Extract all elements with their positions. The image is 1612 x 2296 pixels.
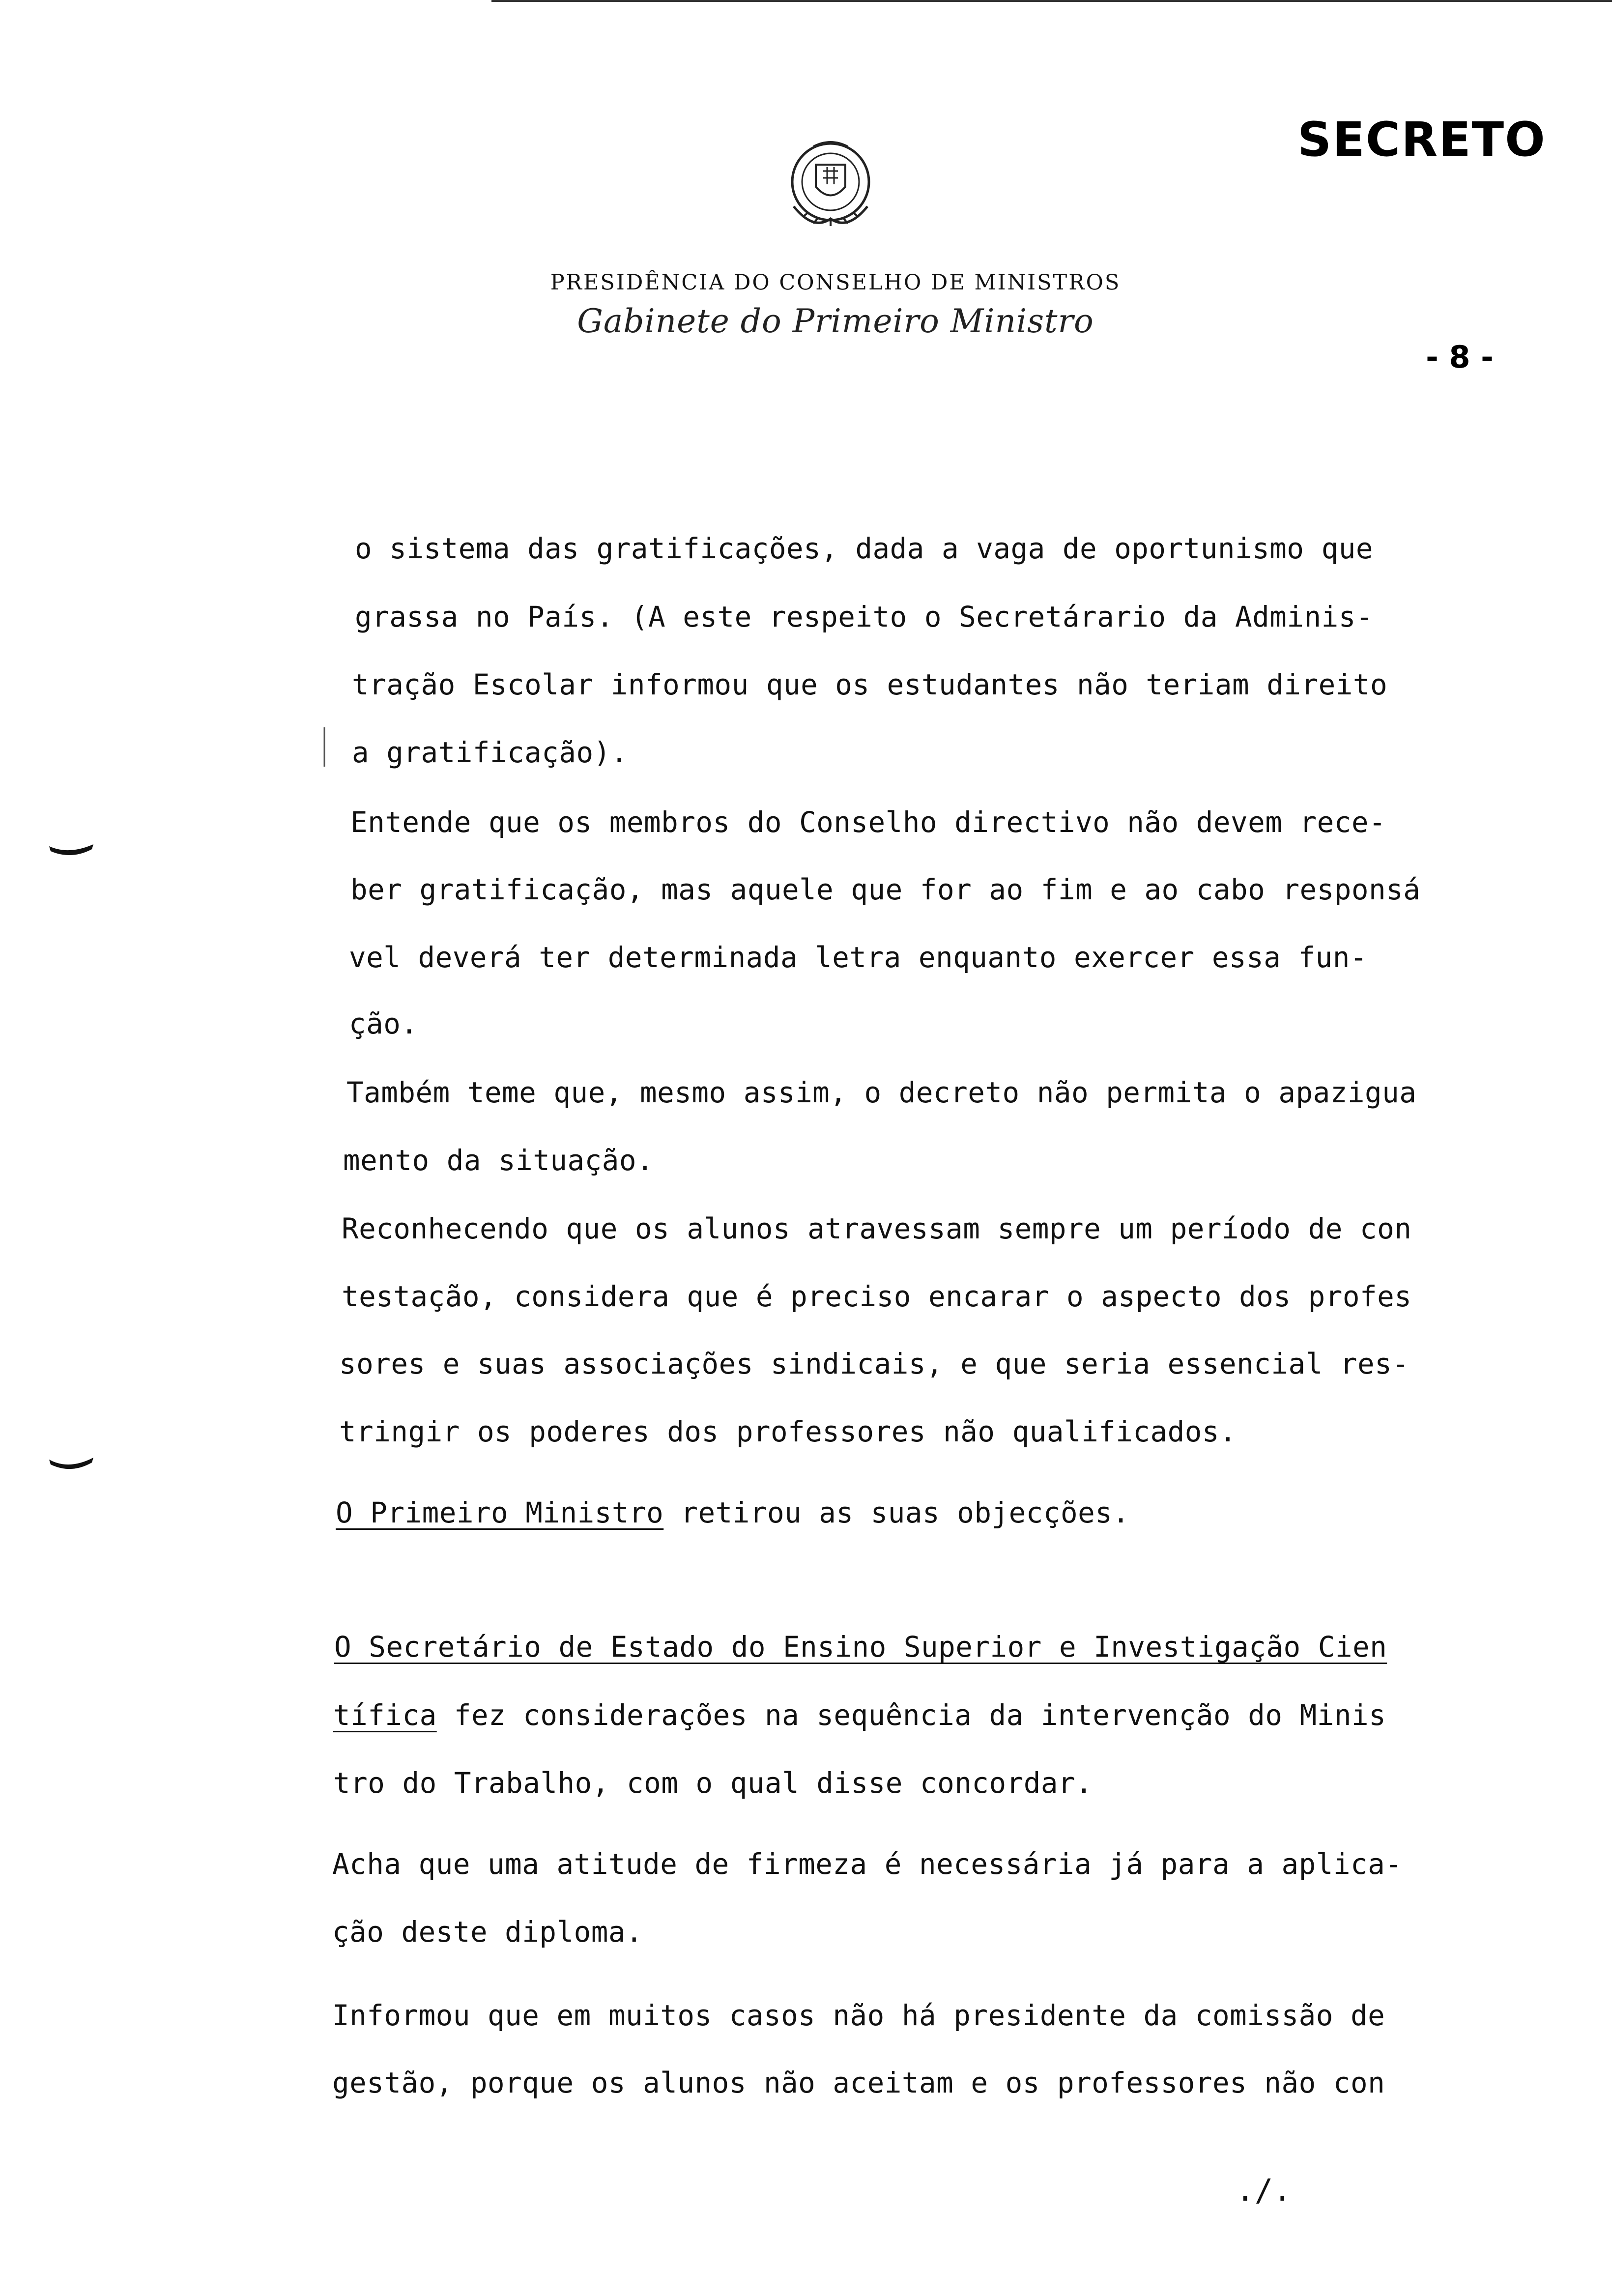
office-signature-line: Gabinete do Primeiro Ministro	[577, 302, 1094, 340]
margin-clip-mark-icon	[47, 840, 96, 860]
scan-top-rule	[491, 0, 1612, 2]
speaker-secretary-of-state: O Secretário de Estado do Ensino Superior e Investigação Cien	[334, 1631, 1387, 1664]
speaker-prime-minister: O Primeiro Ministro	[336, 1496, 664, 1529]
coat-of-arms-emblem	[774, 133, 887, 246]
body-line-05: Entende que os membros do Conselho directivo não devem rece-	[350, 806, 1386, 839]
body-line-04: a gratificação).	[352, 736, 628, 769]
line-17-text: fez considerações na sequência da intervenção do Minis	[436, 1699, 1386, 1732]
body-line-19: Acha que uma atitude de firmeza é necessária já para a aplica-	[332, 1848, 1403, 1881]
body-line-18: tro do Trabalho, com o qual disse concordar.	[333, 1767, 1093, 1800]
body-line-21: Informou que em muitos casos não há presidente da comissão de	[332, 1999, 1385, 2032]
body-line-12: testação, considera que é preciso encarar o aspecto dos profes	[342, 1280, 1412, 1313]
body-line-15	[336, 1496, 1129, 1529]
body-line-20: ção deste diploma.	[332, 1916, 643, 1949]
body-line-09: Também teme que, mesmo assim, o decreto não permita o apazigua	[346, 1076, 1417, 1109]
organization-name: PRESIDÊNCIA DO CONSELHO DE MINISTROS	[550, 270, 1121, 295]
margin-clip-mark-icon	[47, 1455, 96, 1474]
margin-bracket-mark-icon	[322, 727, 327, 767]
body-line-22: gestão, porque os alunos não aceitam e os professores não con	[332, 2066, 1385, 2099]
body-line-17	[333, 1699, 1386, 1732]
body-line-16	[334, 1631, 1387, 1664]
body-line-06: ber gratificação, mas aquele que for ao fim e ao cabo responsá	[350, 873, 1421, 906]
classification-stamp: SECRETO	[1297, 112, 1546, 167]
body-line-07: vel deverá ter determinada letra enquanto exercer essa fun-	[349, 941, 1367, 974]
body-line-02: grassa no País. (A este respeito o Secretárario da Adminis-	[355, 601, 1373, 633]
speaker-secretary-of-state-cont: tífica	[333, 1699, 437, 1732]
body-line-14: tringir os poderes dos professores não qualificados.	[339, 1415, 1237, 1448]
body-line-03: tração Escolar informou que os estudantes não teriam direito	[352, 668, 1388, 701]
body-line-13: sores e suas associações sindicais, e que seria essencial res-	[339, 1348, 1410, 1380]
continuation-mark: ./.	[1236, 2172, 1292, 2208]
body-line-08: ção.	[349, 1007, 418, 1040]
body-line-11: Reconhecendo que os alunos atravessam sempre um período de con	[342, 1212, 1412, 1245]
body-line-01: o sistema das gratificações, dada a vaga de oportunismo que	[355, 532, 1373, 565]
page-number: - 8 -	[1426, 339, 1494, 375]
body-line-10: mento da situação.	[343, 1144, 654, 1177]
line-15-text: retirou as suas objecções.	[663, 1496, 1130, 1529]
